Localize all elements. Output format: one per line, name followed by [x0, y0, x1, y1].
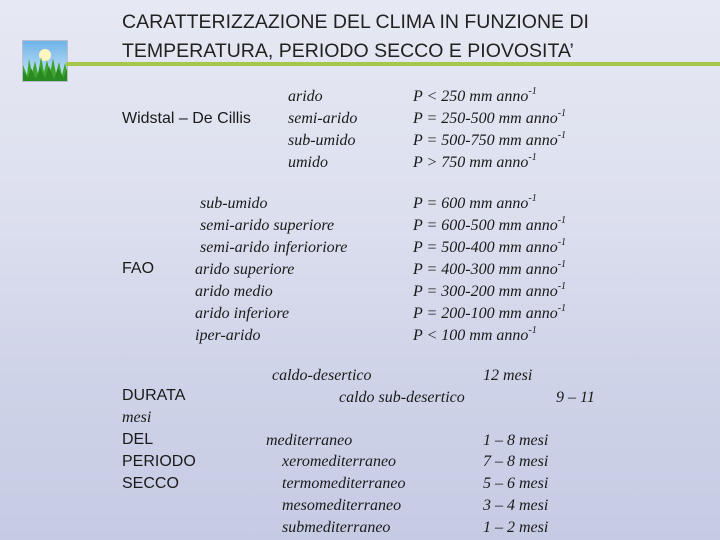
- slide-title-line-1: CARATTERIZZAZIONE DEL CLIMA IN FUNZIONE DI: [122, 11, 589, 33]
- durata-label: PERIODO: [122, 453, 196, 470]
- widstal-range: P = 250-500 mm anno$^{-1}$: [413, 108, 567, 127]
- fao-class: sub-umido: [200, 195, 268, 212]
- fao-class: arido medio: [195, 283, 273, 300]
- durata-climate: mesomediterraneo: [282, 497, 402, 514]
- durata-climate: mediterraneo: [266, 432, 353, 449]
- widstal-class: arido: [288, 88, 323, 105]
- durata-climate: caldo-desertico: [272, 367, 372, 384]
- title-divider: [66, 62, 720, 66]
- durata-climate: caldo sub-desertico: [339, 389, 465, 406]
- fao-range: P = 600 mm anno$^{-1}$: [413, 193, 537, 212]
- durata-climate: submediterraneo: [282, 519, 391, 536]
- durata-months: 5 – 6 mesi: [483, 475, 549, 492]
- grass-sky-logo: [22, 40, 68, 82]
- fao-range: P = 400-300 mm anno$^{-1}$: [413, 259, 567, 278]
- slide-title-line-2: TEMPERATURA, PERIODO SECCO E PIOVOSITA’: [122, 40, 574, 62]
- durata-label: DURATA: [122, 387, 186, 404]
- durata-label: DEL: [122, 431, 154, 448]
- fao-class: semi-arido superiore: [200, 217, 335, 234]
- durata-label-mesi: mesi: [122, 409, 152, 426]
- durata-months: 1 – 8 mesi: [483, 432, 549, 449]
- fao-range: P = 300-200 mm anno$^{-1}$: [413, 281, 567, 300]
- widstal-class: semi-arido: [288, 110, 358, 127]
- fao-class: arido superiore: [195, 261, 295, 278]
- fao-class: iper-arido: [195, 327, 261, 344]
- widstal-class: umido: [288, 154, 328, 171]
- durata-months: 12 mesi: [483, 367, 533, 384]
- fao-range: P = 600-500 mm anno$^{-1}$: [413, 215, 567, 234]
- fao-label: FAO: [122, 260, 155, 277]
- durata-climate: termomediterraneo: [282, 475, 406, 492]
- durata-label: SECCO: [122, 475, 179, 492]
- widstal-class: sub-umido: [288, 132, 356, 149]
- widstal-range: P < 250 mm anno$^{-1}$: [413, 86, 537, 105]
- fao-range: P = 200-100 mm anno$^{-1}$: [413, 303, 567, 322]
- fao-range: P < 100 mm anno$^{-1}$: [413, 325, 537, 344]
- fao-range: P = 500-400 mm anno$^{-1}$: [413, 237, 567, 256]
- durata-months: 9 – 11: [556, 389, 595, 406]
- durata-months: 1 – 2 mesi: [483, 519, 549, 536]
- durata-months: 7 – 8 mesi: [483, 453, 549, 470]
- durata-climate: xeromediterraneo: [282, 453, 397, 470]
- durata-months: 3 – 4 mesi: [483, 497, 549, 514]
- slide-title: [122, 8, 589, 66]
- widstal-range: P = 500-750 mm anno$^{-1}$: [413, 130, 567, 149]
- widstal-label: Widstal – De Cillis: [122, 110, 251, 127]
- fao-class: arido inferiore: [195, 305, 290, 322]
- widstal-range: P > 750 mm anno$^{-1}$: [413, 152, 537, 171]
- fao-class: semi-arido inferioriore: [200, 239, 348, 256]
